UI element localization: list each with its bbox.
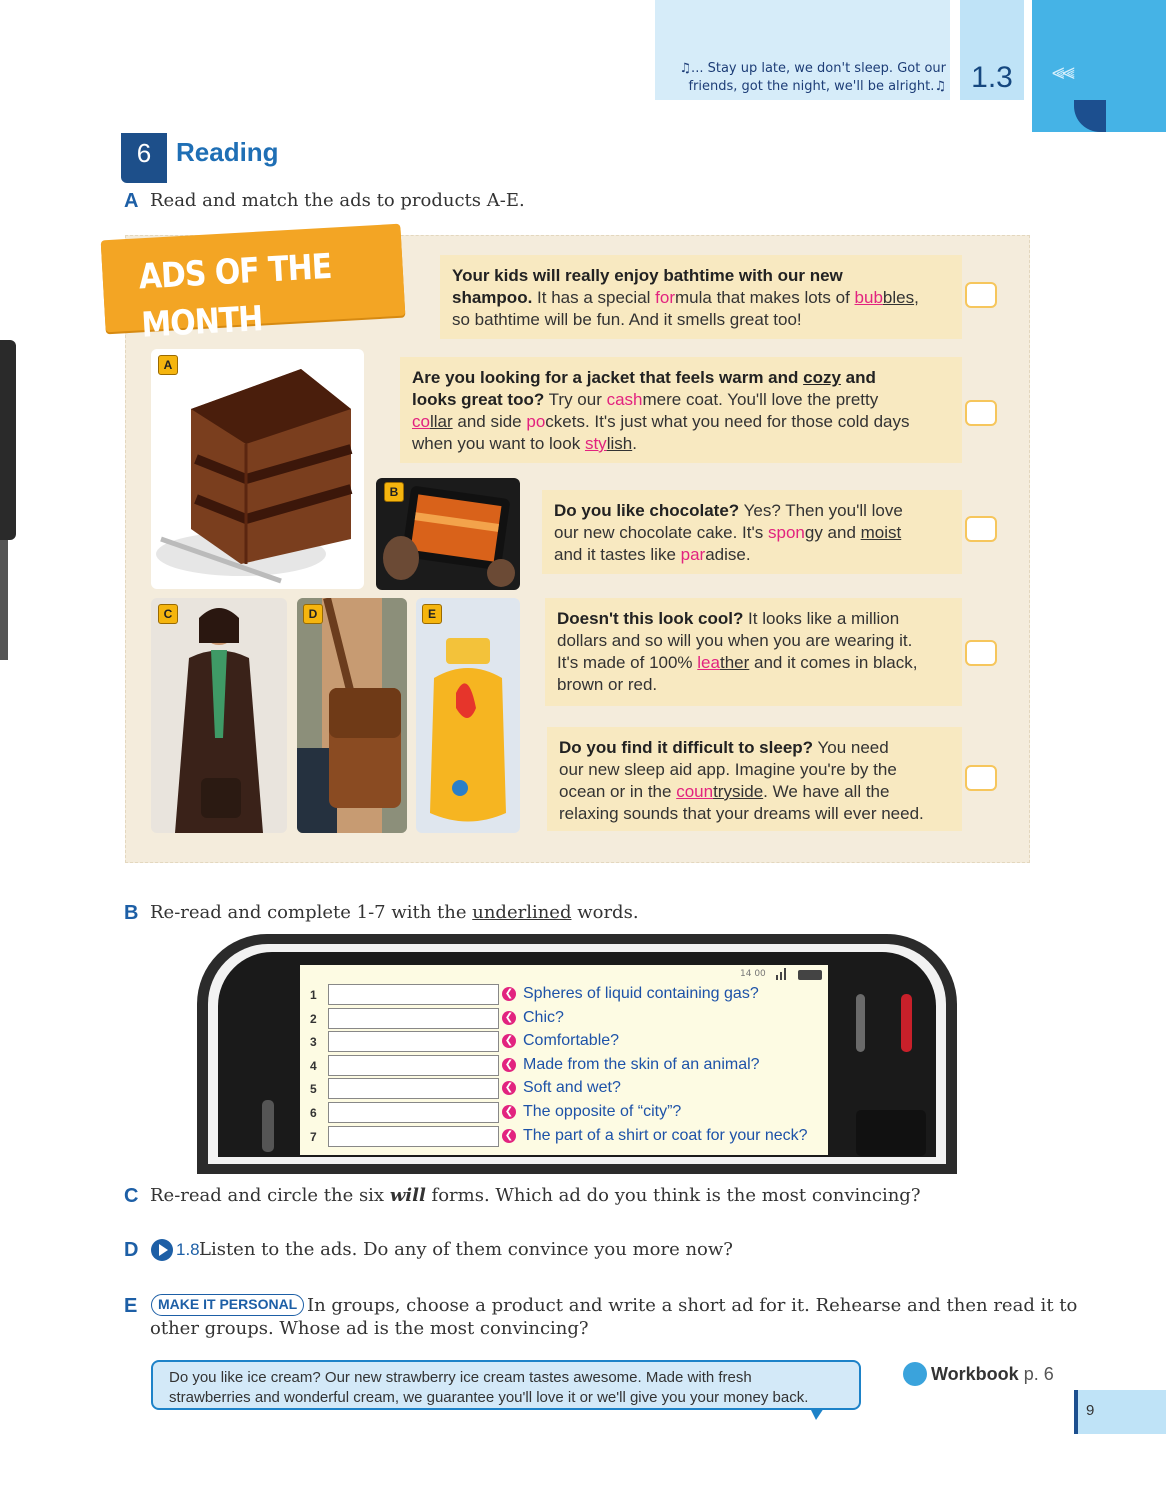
ad-text: . (632, 434, 637, 453)
answer-box-4[interactable] (965, 640, 997, 666)
ad-text: Your kids will really enjoy (452, 266, 664, 285)
instruction-text: will (389, 1185, 426, 1206)
answer-box-1[interactable] (965, 282, 997, 308)
exercise-letter: C (124, 1185, 139, 1207)
ad-text: gy and (804, 523, 861, 542)
arrow-icon: ❮ (502, 1058, 516, 1072)
ad-text: brown or red. (557, 675, 658, 694)
exercise-instruction (150, 900, 639, 926)
ad-shampoo (440, 255, 962, 339)
workbook-page: p. 6 (1023, 1364, 1054, 1384)
ad-text: and it tastes like (554, 545, 681, 564)
shampoo-bottle-icon (416, 598, 520, 833)
bubble-text: Do you like ice cream? Our new strawberry ice cream tastes awesome. Made with fresh (169, 1369, 752, 1386)
answer-input[interactable] (328, 1008, 499, 1029)
answer-box-2[interactable] (965, 400, 997, 426)
answer-box-5[interactable] (965, 765, 997, 791)
arrow-icon: ❮ (502, 1081, 516, 1095)
page-edge-image (0, 340, 16, 540)
ad-text: and it comes in black, (749, 653, 918, 672)
woman-coat-icon (151, 598, 287, 833)
section-number: 6 (121, 133, 167, 183)
ad-text: Do you like (554, 501, 650, 520)
workbook-icon (903, 1362, 927, 1386)
ad-text: mere coat. You'll love the pretty (642, 390, 879, 409)
page-edge-image (0, 540, 8, 660)
ad-text: mula that makes lots of (675, 288, 855, 307)
exercise-instruction-cont: other groups. Whose ad is the most convincing? (150, 1318, 589, 1339)
ad-text: olate? (689, 501, 740, 520)
underlined-word: lea (697, 653, 720, 672)
ad-text: , (914, 288, 919, 307)
ad-text: cash (606, 390, 643, 409)
ad-text: bath (663, 266, 700, 285)
ad-text: ocean or in the (559, 782, 677, 801)
question-number: 7 (310, 1130, 317, 1144)
ad-text: Are you looking for a jacket that feels warm and (412, 368, 804, 387)
ad-text: par (680, 545, 706, 564)
question-text: The part of a shirt or coat for your neck? (523, 1127, 808, 1144)
instruction-text: underlined (472, 902, 572, 923)
photo-a-cake (151, 349, 364, 589)
audio-play-icon[interactable] (151, 1239, 173, 1261)
make-it-personal-badge: MAKE IT PERSONAL (151, 1294, 304, 1316)
photo-tag-d: D (303, 604, 323, 624)
phone-button-red (901, 994, 912, 1052)
photo-d-bag (297, 598, 407, 833)
signal-icon (776, 968, 788, 980)
answer-input[interactable] (328, 1078, 499, 1099)
instruction-text: Re-read and circle the six (150, 1185, 390, 1206)
underlined-word: ther (719, 653, 750, 672)
ad-text: . We have all the (763, 782, 890, 801)
ad-text: relaxing sounds that your dreams will ever need. (559, 804, 924, 823)
instruction-text: forms. Which ad do you think is the most convincing? (425, 1185, 921, 1206)
ad-text: Do you find it difficult to sleep? (559, 738, 814, 757)
question-text: Made from the skin of an animal? (523, 1056, 760, 1073)
ad-chocolate (542, 490, 962, 574)
ad-text: It has a special (532, 288, 656, 307)
battery-icon (798, 970, 822, 980)
ad-text: poo. (496, 288, 533, 307)
ad-text: our new chocolate cake. It's (554, 523, 768, 542)
ad-text: sham (452, 288, 497, 307)
exercise-instruction: In groups, choose a product and write a short ad for it. Rehearse and then read it to (307, 1295, 1078, 1316)
underlined-word: llar (429, 412, 453, 431)
underlined-word: coun (676, 782, 714, 801)
answer-input[interactable] (328, 1031, 499, 1052)
ad-coat (400, 357, 962, 463)
ad-text: dollars and so will you when you are wearing it. (557, 631, 913, 650)
answer-input[interactable] (328, 1102, 499, 1123)
unit-number: 1.3 (971, 61, 1013, 94)
ad-text: It looks like a million (743, 609, 900, 628)
bubble-text: strawberries and wonderful cream, we guarantee you'll love it or we'll give you your money back. (169, 1389, 809, 1406)
ad-bag (545, 598, 962, 706)
audio-track-number: 1.8 (176, 1240, 200, 1259)
exercise-instruction: Listen to the ads. Do any of them convince you more now? (199, 1239, 733, 1260)
underlined-word: bub (854, 288, 883, 307)
ad-text: ckets. It's just what you need for those cold days (545, 412, 910, 431)
underlined-word: moist (860, 523, 902, 542)
arrows-icon: ⫷⫷ (1052, 60, 1073, 85)
ad-text: so bathtime will be fun. And it smells great too! (452, 310, 802, 329)
question-text: Comfortable? (523, 1032, 620, 1049)
ad-text: Doesn't this look cool? (557, 609, 744, 628)
phone-speaker (262, 1100, 274, 1152)
photo-tag-c: C (158, 604, 178, 624)
underlined-word: lish (606, 434, 633, 453)
photo-e-shampoo (416, 598, 520, 833)
banner-title: ADS OF THE MONTH (137, 246, 333, 346)
instruction-text: Re-read and complete 1-7 with the (150, 902, 473, 923)
phone-button (856, 994, 865, 1052)
ad-text: for (655, 288, 675, 307)
underlined-word: tryside (713, 782, 764, 801)
ad-text: time with our new (699, 266, 843, 285)
bubble-tail (810, 1408, 824, 1420)
photo-tag-a: A (158, 355, 178, 375)
underlined-word: co (803, 368, 823, 387)
underlined-word: zy (822, 368, 841, 387)
leather-bag-icon (297, 598, 407, 833)
question-number: 5 (310, 1082, 317, 1096)
section-title: Reading (176, 137, 279, 167)
underlined-word: bles (882, 288, 915, 307)
question-text: Spheres of liquid containing gas? (523, 985, 759, 1002)
ad-text: and (840, 368, 876, 387)
arrow-icon: ❮ (502, 1011, 516, 1025)
chocolate-cake-icon (151, 349, 364, 589)
exercise-letter: A (124, 190, 139, 212)
workbook-label: Workbook (931, 1364, 1019, 1384)
underlined-word: sty (584, 434, 607, 453)
answer-input[interactable] (328, 984, 499, 1005)
ad-text: Yes? Then you'll love (739, 501, 903, 520)
question-number: 3 (310, 1035, 317, 1049)
ad-sleep-app (547, 727, 962, 831)
workbook-reference[interactable] (931, 1361, 1054, 1387)
ad-text: looks great too? (412, 390, 545, 409)
question-number: 6 (310, 1106, 317, 1120)
ad-text: It's made of 100% (557, 653, 698, 672)
ad-text: Try our (544, 390, 607, 409)
answer-box-3[interactable] (965, 516, 997, 542)
arrow-icon: ❮ (502, 987, 516, 1001)
arrow-icon: ❮ (502, 1129, 516, 1143)
question-number: 1 (310, 988, 317, 1002)
ad-text: and side (452, 412, 527, 431)
ad-text: adise. (705, 545, 751, 564)
arrow-icon: ❮ (502, 1105, 516, 1119)
song-lyric: ♫... Stay up late, we don't sleep. Got our friends, got the night, we'll be alright.♫ (679, 61, 946, 94)
photo-tag-e: E (422, 604, 442, 624)
question-number: 4 (310, 1059, 317, 1073)
ad-text: You need (813, 738, 889, 757)
exercise-letter: B (124, 902, 139, 924)
question-text: Chic? (523, 1009, 564, 1026)
answer-input[interactable] (328, 1126, 499, 1147)
question-text: Soft and wet? (523, 1079, 621, 1096)
example-ad-bubble (151, 1360, 861, 1410)
ad-text: choc (649, 501, 690, 520)
instruction-text: words. (571, 902, 639, 923)
question-text: The opposite of “city”? (523, 1103, 682, 1120)
answer-input[interactable] (328, 1055, 499, 1076)
ad-text: our new sleep aid app. Imagine you're by the (559, 760, 897, 779)
exercise-letter: E (124, 1295, 138, 1317)
phone-camera (856, 1110, 926, 1156)
corner-decoration-lower (1032, 100, 1074, 132)
exercise-instruction (150, 1183, 920, 1209)
page-number: 9 (1086, 1402, 1095, 1419)
underlined-word: co (412, 412, 430, 431)
arrow-icon: ❮ (502, 1034, 516, 1048)
ad-text: po (526, 412, 546, 431)
ad-text: when you want to look (412, 434, 585, 453)
photo-c-woman (151, 598, 287, 833)
ads-banner (101, 224, 406, 346)
status-time: 14 00 (740, 969, 766, 979)
photo-tag-b: B (384, 482, 404, 502)
ad-text: spon (767, 523, 805, 542)
exercise-letter: D (124, 1239, 139, 1261)
exercise-instruction: Read and match the ads to products A-E. (150, 190, 525, 211)
question-number: 2 (310, 1012, 317, 1026)
